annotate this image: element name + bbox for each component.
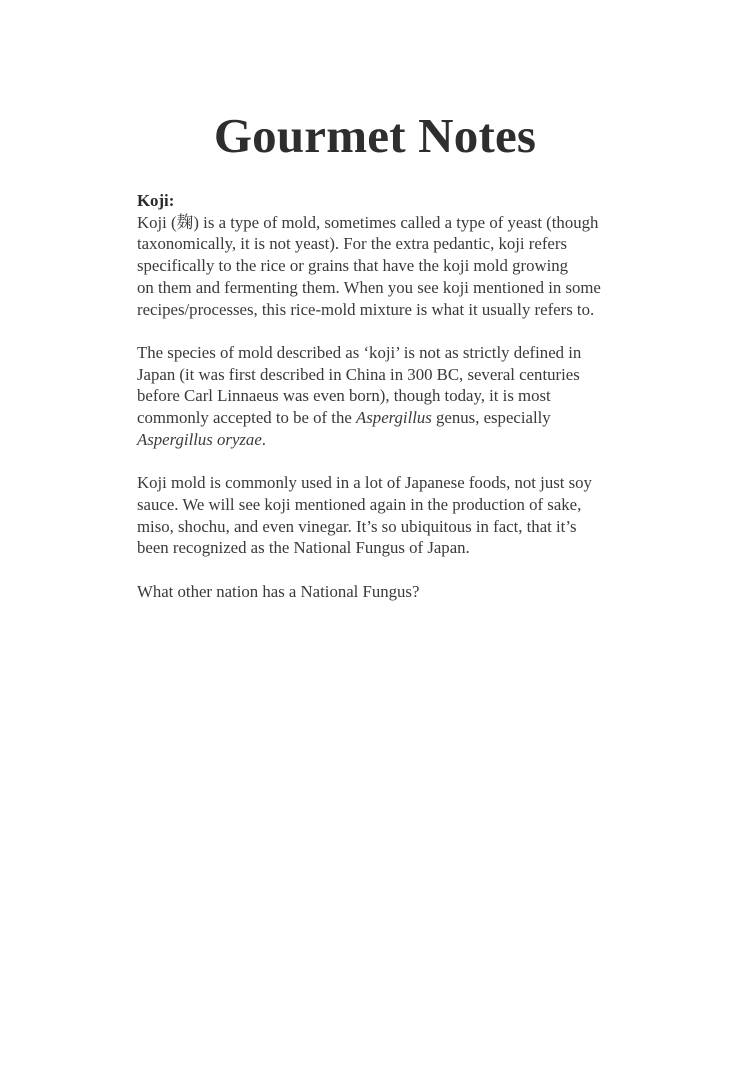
paragraph-line: specifically to the rice or grains that have the koji mold growing: [137, 256, 569, 276]
paragraph-line: What other nation has a National Fungus?: [137, 581, 420, 601]
paragraph-line: The species of mold described as ‘koji’ is not as strictly defined in: [137, 342, 582, 362]
line-prefix: commonly accepted to be of the: [137, 408, 357, 428]
paragraph-line: recipes/processes, this rice-mold mixture is what it usually refers to.: [137, 299, 595, 319]
paragraph-line: sauce. We will see koji mentioned again in the production of sake,: [137, 494, 582, 514]
page-title: Gourmet Notes: [213, 108, 537, 163]
paragraph-line: Koji mold is commonly used in a lot of Japanese foods, not just soy: [137, 473, 592, 493]
paragraph-3: [137, 472, 627, 559]
paragraph-line: before Carl Linnaeus was even born), though today, it is most: [137, 386, 551, 406]
paragraph-line: [137, 429, 627, 451]
paragraph-line: miso, shochu, and even vinegar. It’s so ubiquitous in fact, that it’s: [137, 516, 577, 536]
paragraph-2: [137, 342, 627, 451]
section-heading: Koji:: [137, 191, 175, 210]
paragraph-1: [137, 212, 627, 321]
genus-name-italic: Aspergillus: [356, 408, 432, 428]
paragraph-line: Japan (it was first described in China in 300 BC, several centuries: [137, 364, 580, 384]
paragraph-line: on them and fermenting them. When you see koji mentioned in some: [137, 277, 601, 297]
line-suffix: .: [261, 429, 266, 449]
paragraph-line: been recognized as the National Fungus of Japan.: [137, 538, 470, 558]
paragraph-line: Koji (麹) is a type of mold, sometimes called a type of yeast (though: [137, 212, 599, 232]
paragraph-4: [137, 581, 627, 603]
paragraph-line: taxonomically, it is not yeast). For the extra pedantic, koji refers: [137, 234, 567, 254]
article-body: [137, 190, 627, 624]
species-name-italic: Aspergillus oryzae: [137, 429, 262, 449]
paragraph-line: [137, 407, 627, 429]
line-suffix: genus, especially: [431, 408, 551, 428]
